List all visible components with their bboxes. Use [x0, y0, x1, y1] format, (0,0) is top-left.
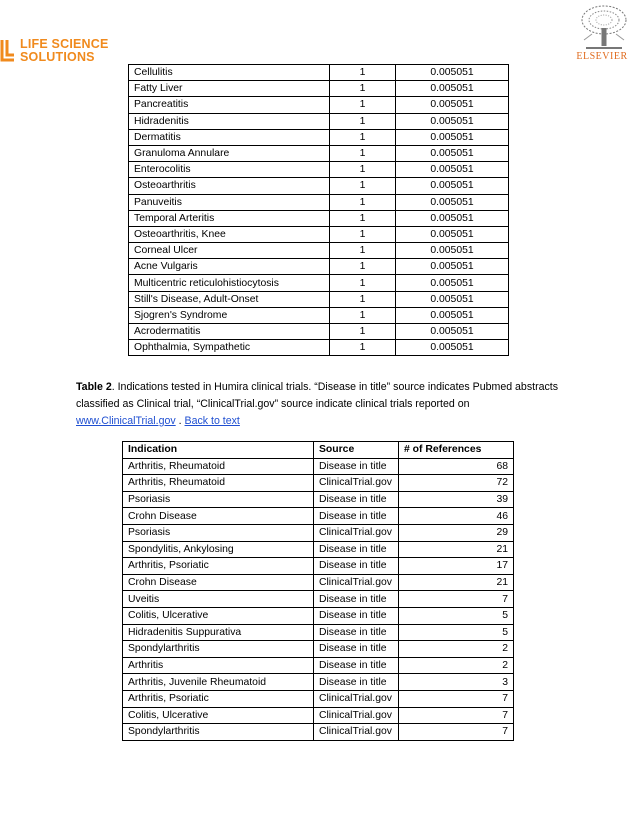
source-cell: Disease in title — [314, 641, 399, 658]
indication-cell: Temporal Arteritis — [129, 210, 330, 226]
count-cell: 1 — [330, 145, 396, 161]
indication-cell: Panuveitis — [129, 194, 330, 210]
references-cell: 46 — [399, 508, 514, 525]
indication-cell: Cellulitis — [129, 65, 330, 81]
table-row — [123, 624, 514, 641]
source-cell: Disease in title — [314, 674, 399, 691]
table-row — [123, 657, 514, 674]
indication-cell: Crohn Disease — [123, 508, 314, 525]
table-row — [129, 162, 509, 178]
fraction-cell: 0.005051 — [396, 307, 509, 323]
references-cell: 7 — [399, 690, 514, 707]
table-row — [123, 491, 514, 508]
life-science-solutions-logo — [0, 36, 120, 66]
table-row — [129, 81, 509, 97]
fraction-cell: 0.005051 — [396, 162, 509, 178]
fraction-cell: 0.005051 — [396, 275, 509, 291]
table-row — [129, 65, 509, 81]
source-cell: Disease in title — [314, 624, 399, 641]
fraction-cell: 0.005051 — [396, 129, 509, 145]
indication-cell: Osteoarthritis, Knee — [129, 226, 330, 242]
source-cell: Disease in title — [314, 558, 399, 575]
caption-separator: . — [175, 415, 185, 427]
count-cell: 1 — [330, 178, 396, 194]
elsevier-tree-icon — [578, 4, 630, 50]
table-row — [123, 558, 514, 575]
references-cell: 68 — [399, 458, 514, 475]
count-cell: 1 — [330, 275, 396, 291]
indications-table-continued — [128, 64, 509, 356]
humira-trials-table — [122, 441, 514, 741]
clinicaltrial-gov-link[interactable]: www.ClinicalTrial.gov — [76, 415, 176, 427]
indication-cell: Acne Vulgaris — [129, 259, 330, 275]
indication-cell: Uveitis — [123, 591, 314, 608]
source-cell: ClinicalTrial.gov — [314, 574, 399, 591]
header-source: Source — [314, 442, 399, 459]
source-cell: ClinicalTrial.gov — [314, 475, 399, 492]
indication-cell: Arthritis, Psoriatic — [123, 690, 314, 707]
references-cell: 7 — [399, 591, 514, 608]
count-cell: 1 — [330, 81, 396, 97]
table-row — [129, 129, 509, 145]
indication-cell: Arthritis, Juvenile Rheumatoid — [123, 674, 314, 691]
fraction-cell: 0.005051 — [396, 145, 509, 161]
fraction-cell: 0.005051 — [396, 178, 509, 194]
logo-line-1: LIFE SCIENCE — [20, 37, 109, 51]
table-row — [129, 178, 509, 194]
table1-body — [129, 65, 509, 356]
table-row — [123, 641, 514, 658]
source-cell: Disease in title — [314, 491, 399, 508]
indication-cell: Dermatitis — [129, 129, 330, 145]
table-row — [123, 674, 514, 691]
caption-label: Table 2 — [76, 381, 112, 393]
source-cell: Disease in title — [314, 508, 399, 525]
indication-cell: Acrodermatitis — [129, 324, 330, 340]
source-cell: ClinicalTrial.gov — [314, 707, 399, 724]
indication-cell: Sjogren's Syndrome — [129, 307, 330, 323]
fraction-cell: 0.005051 — [396, 210, 509, 226]
count-cell: 1 — [330, 324, 396, 340]
references-cell: 2 — [399, 641, 514, 658]
indication-cell: Arthritis, Psoriatic — [123, 558, 314, 575]
table-row — [123, 458, 514, 475]
references-cell: 21 — [399, 541, 514, 558]
fraction-cell: 0.005051 — [396, 259, 509, 275]
count-cell: 1 — [330, 129, 396, 145]
indication-cell: Multicentric reticulohistiocytosis — [129, 275, 330, 291]
table-row — [123, 707, 514, 724]
back-to-text-link[interactable]: Back to text — [184, 415, 240, 427]
count-cell: 1 — [330, 113, 396, 129]
count-cell: 1 — [330, 210, 396, 226]
logo-line-2: SOLUTIONS — [20, 50, 95, 64]
indication-cell: Still's Disease, Adult-Onset — [129, 291, 330, 307]
references-cell: 29 — [399, 524, 514, 541]
table-row — [129, 210, 509, 226]
table-row — [123, 541, 514, 558]
references-cell: 39 — [399, 491, 514, 508]
fraction-cell: 0.005051 — [396, 81, 509, 97]
indication-cell: Spondylarthritis — [123, 641, 314, 658]
fraction-cell: 0.005051 — [396, 194, 509, 210]
references-cell: 3 — [399, 674, 514, 691]
indication-cell: Colitis, Ulcerative — [123, 607, 314, 624]
source-cell: ClinicalTrial.gov — [314, 690, 399, 707]
table-row — [123, 524, 514, 541]
table2-body — [123, 458, 514, 740]
indication-cell: Corneal Ulcer — [129, 243, 330, 259]
indication-cell: Psoriasis — [123, 524, 314, 541]
elsevier-logo — [560, 0, 638, 70]
count-cell: 1 — [330, 194, 396, 210]
count-cell: 1 — [330, 307, 396, 323]
fraction-cell: 0.005051 — [396, 97, 509, 113]
fraction-cell: 0.005051 — [396, 340, 509, 356]
source-cell: Disease in title — [314, 541, 399, 558]
logo-mark-icon — [0, 38, 16, 62]
table2-caption — [76, 379, 566, 430]
elsevier-wordmark: ELSEVIER — [576, 51, 628, 62]
indication-cell: Enterocolitis — [129, 162, 330, 178]
count-cell: 1 — [330, 291, 396, 307]
indication-cell: Arthritis, Rheumatoid — [123, 475, 314, 492]
table-row — [123, 690, 514, 707]
fraction-cell: 0.005051 — [396, 65, 509, 81]
indication-cell: Hidradenitis — [129, 113, 330, 129]
indication-cell: Arthritis, Rheumatoid — [123, 458, 314, 475]
indication-cell: Hidradenitis Suppurativa — [123, 624, 314, 641]
header-references: # of References — [399, 442, 514, 459]
indication-cell: Pancreatitis — [129, 97, 330, 113]
count-cell: 1 — [330, 97, 396, 113]
source-cell: Disease in title — [314, 458, 399, 475]
indication-cell: Crohn Disease — [123, 574, 314, 591]
table-row — [123, 475, 514, 492]
source-cell: Disease in title — [314, 657, 399, 674]
caption-text: . Indications tested in Humira clinical trials. “Disease in title” source indicates Pubmed abstracts classified as Clinical trial, “ClinicalTrial.gov” source indicate clinical trials reported on — [76, 381, 559, 410]
references-cell: 5 — [399, 624, 514, 641]
source-cell: Disease in title — [314, 591, 399, 608]
references-cell: 2 — [399, 657, 514, 674]
table-row — [123, 591, 514, 608]
indication-cell: Spondylitis, Ankylosing — [123, 541, 314, 558]
indication-cell: Colitis, Ulcerative — [123, 707, 314, 724]
table-row — [129, 97, 509, 113]
count-cell: 1 — [330, 162, 396, 178]
indication-cell: Fatty Liver — [129, 81, 330, 97]
count-cell: 1 — [330, 340, 396, 356]
source-cell: ClinicalTrial.gov — [314, 524, 399, 541]
table-row — [129, 113, 509, 129]
indication-cell: Granuloma Annulare — [129, 145, 330, 161]
references-cell: 7 — [399, 707, 514, 724]
table-row — [123, 508, 514, 525]
table-row — [129, 226, 509, 242]
table-row — [123, 607, 514, 624]
header-indication: Indication — [123, 442, 314, 459]
references-cell: 7 — [399, 724, 514, 741]
references-cell: 5 — [399, 607, 514, 624]
indication-cell: Psoriasis — [123, 491, 314, 508]
indication-cell: Arthritis — [123, 657, 314, 674]
table-row — [129, 307, 509, 323]
fraction-cell: 0.005051 — [396, 226, 509, 242]
indication-cell: Spondylarthritis — [123, 724, 314, 741]
indication-cell: Ophthalmia, Sympathetic — [129, 340, 330, 356]
indication-cell: Osteoarthritis — [129, 178, 330, 194]
count-cell: 1 — [330, 243, 396, 259]
references-cell: 21 — [399, 574, 514, 591]
table-row — [129, 275, 509, 291]
table-row — [129, 243, 509, 259]
table-row — [129, 324, 509, 340]
references-cell: 17 — [399, 558, 514, 575]
fraction-cell: 0.005051 — [396, 113, 509, 129]
table-row — [129, 259, 509, 275]
source-cell: ClinicalTrial.gov — [314, 724, 399, 741]
count-cell: 1 — [330, 226, 396, 242]
fraction-cell: 0.005051 — [396, 291, 509, 307]
table-row — [129, 194, 509, 210]
table2-header-row — [123, 442, 514, 459]
table-row — [123, 574, 514, 591]
count-cell: 1 — [330, 259, 396, 275]
table-row — [129, 145, 509, 161]
references-cell: 72 — [399, 475, 514, 492]
table-row — [129, 340, 509, 356]
table-row — [129, 291, 509, 307]
fraction-cell: 0.005051 — [396, 324, 509, 340]
source-cell: Disease in title — [314, 607, 399, 624]
count-cell: 1 — [330, 65, 396, 81]
fraction-cell: 0.005051 — [396, 243, 509, 259]
table-row — [123, 724, 514, 741]
